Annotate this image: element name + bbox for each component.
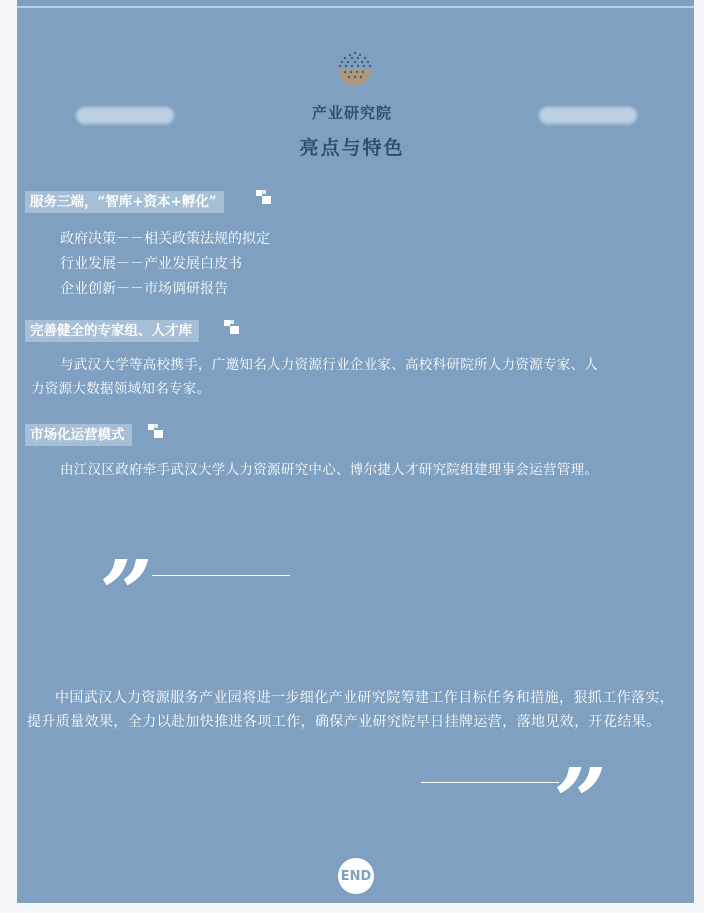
page-title: 亮点与特色 xyxy=(299,137,405,159)
page-subtitle: 产业研究院 xyxy=(311,104,392,122)
list-item: 行业发展－－产业发展白皮书 xyxy=(60,256,242,272)
section-heading-service: 服务三端，“智库+资本+孵化” xyxy=(25,191,224,213)
section-paragraph: 由江汉区政府牵手武汉大学人力资源研究中心、博尔捷人才研究院组建理事会运营管理。 xyxy=(60,462,599,478)
quote-divider-top xyxy=(152,575,290,576)
quote-mark-icon: ” xyxy=(554,748,607,856)
section-paragraph: 与武汉大学等高校携手，广邀知名人力资源行业企业家、高校科研院所人力资源专家、人力资源大数据领域知名专家。 xyxy=(31,357,599,397)
section-heading-experts: 完善健全的专家组、人才库 xyxy=(25,320,199,342)
list-item: 政府决策－－相关政策法规的拟定 xyxy=(60,231,270,247)
corner-squares-icon xyxy=(148,424,164,440)
list-item: 企业创新－－市场调研报告 xyxy=(60,281,228,297)
top-divider xyxy=(17,0,694,8)
dotted-seed-logo-icon xyxy=(336,50,374,88)
corner-squares-icon xyxy=(256,190,272,206)
closing-paragraph: 中国武汉人力资源服务产业园将进一步细化产业研究院筹建工作目标任务和措施，狠抓工作落实，提升质量效果，全力以赴加快推进各项工作，确保产业研究院早日挂牌运营，落地见效，开花结果。 xyxy=(27,690,675,730)
end-badge: END xyxy=(338,858,374,894)
quote-mark-icon: ” xyxy=(100,540,153,648)
section-heading-operation: 市场化运营模式 xyxy=(25,424,132,446)
quote-divider-bottom xyxy=(421,782,559,783)
corner-squares-icon xyxy=(224,320,240,336)
